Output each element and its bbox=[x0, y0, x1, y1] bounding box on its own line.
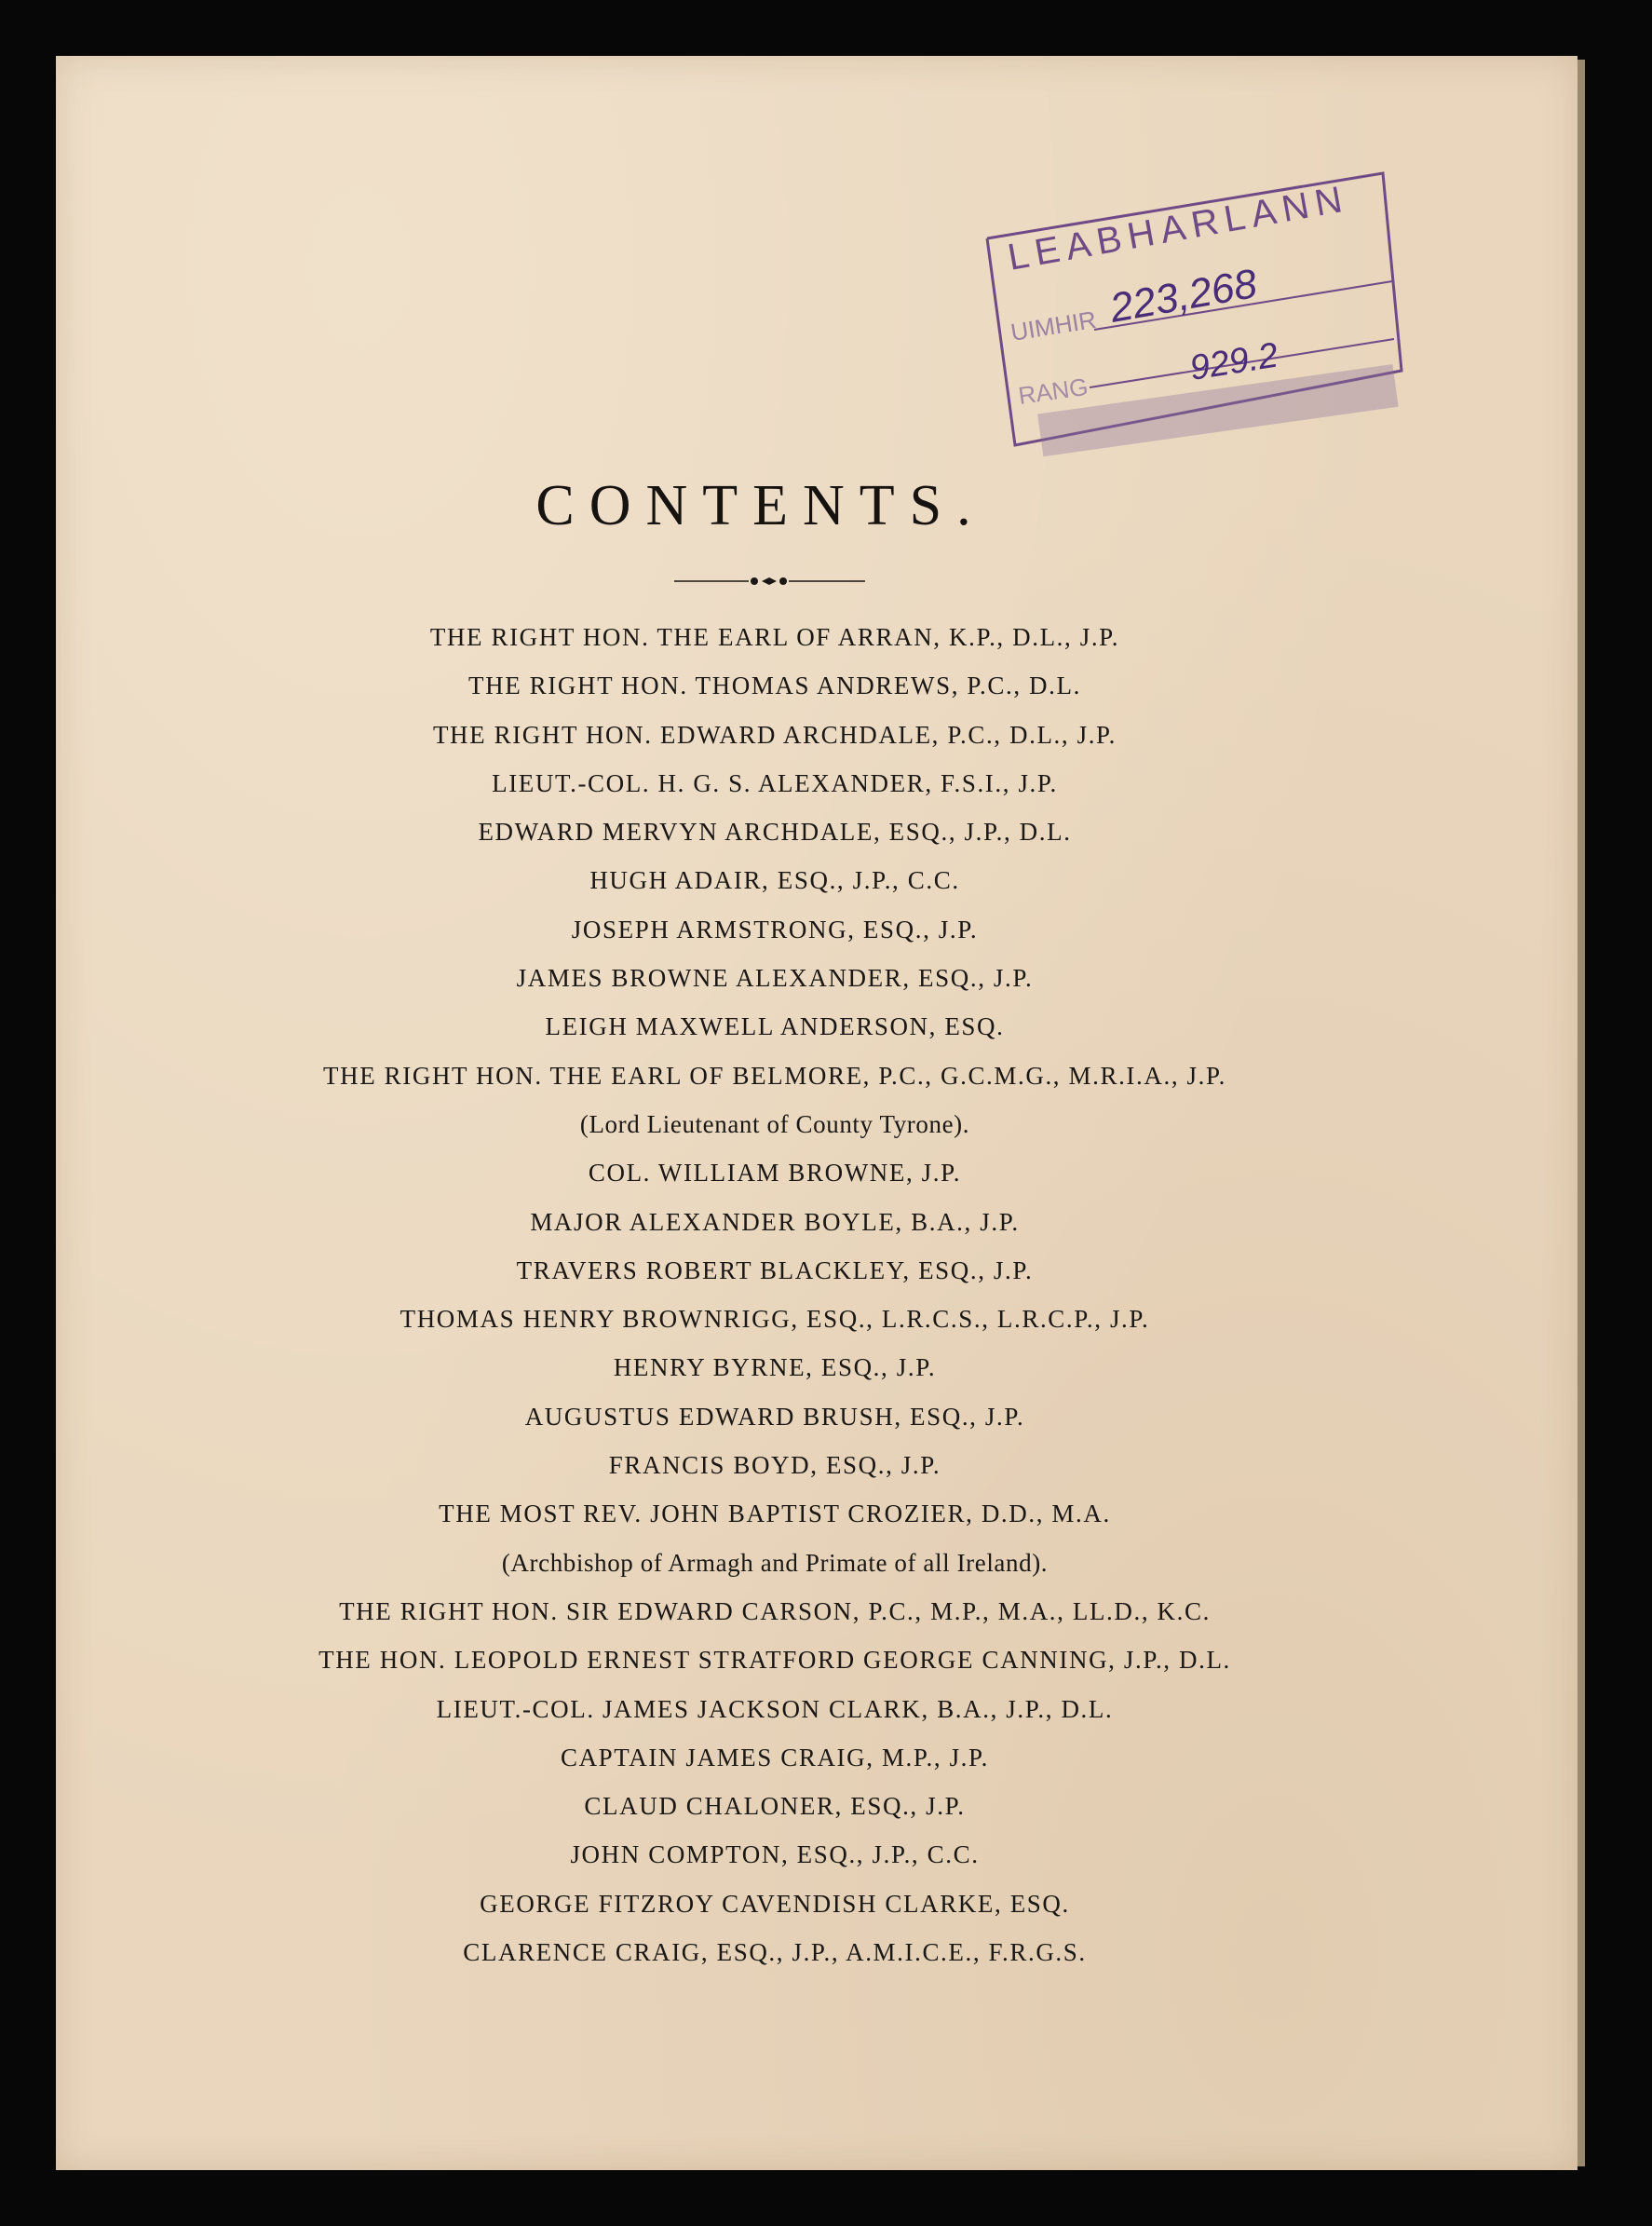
contents-entry: THOMAS HENRY BROWNRIGG, ESQ., L.R.C.S., L.R.C.P., J.P. bbox=[399, 1305, 1150, 1334]
contents-entry: COL. WILLIAM BROWNE, J.P. bbox=[588, 1159, 962, 1188]
library-stamp bbox=[982, 166, 1420, 482]
page-title: CONTENTS. bbox=[535, 474, 986, 537]
contents-entry: TRAVERS ROBERT BLACKLEY, ESQ., J.P. bbox=[516, 1256, 1034, 1284]
ornament-divider bbox=[674, 574, 865, 589]
contents-entry: THE RIGHT HON. SIR EDWARD CARSON, P.C., M.P., M.A., LL.D., K.C. bbox=[339, 1596, 1211, 1625]
contents-entry: AUGUSTUS EDWARD BRUSH, ESQ., J.P. bbox=[524, 1402, 1025, 1431]
contents-entry: LIEUT.-COL. H. G. S. ALEXANDER, F.S.I., J.P. bbox=[492, 768, 1058, 797]
contents-entry: FRANCIS BOYD, ESQ., J.P. bbox=[608, 1451, 941, 1480]
contents-list bbox=[56, 613, 1494, 1976]
book-page bbox=[56, 56, 1578, 2170]
contents-entry: HENRY BYRNE, ESQ., J.P. bbox=[613, 1353, 937, 1382]
contents-entry: HUGH ADAIR, ESQ., J.P., C.C. bbox=[589, 866, 960, 895]
contents-entry: JAMES BROWNE ALEXANDER, ESQ., J.P. bbox=[516, 964, 1034, 993]
contents-entry: THE RIGHT HON. EDWARD ARCHDALE, P.C., D.L., J.P. bbox=[432, 720, 1117, 749]
page-edge bbox=[1578, 60, 1585, 2166]
contents-entry: JOHN COMPTON, ESQ., J.P., C.C. bbox=[570, 1840, 980, 1869]
contents-entry: JOSEPH ARMSTRONG, ESQ., J.P. bbox=[571, 915, 979, 943]
contents-entry: CAPTAIN JAMES CRAIG, M.P., J.P. bbox=[560, 1743, 990, 1771]
stamp-library-label: LEABHARLANN bbox=[1004, 178, 1352, 278]
contents-entry: GEORGE FITZROY CAVENDISH CLARKE, ESQ. bbox=[480, 1889, 1070, 1918]
contents-entry: THE HON. LEOPOLD ERNEST STRATFORD GEORGE CANNING, J.P., D.L. bbox=[318, 1646, 1231, 1675]
stamp-class-label: RANG bbox=[1016, 372, 1090, 410]
contents-entry: CLARENCE CRAIG, ESQ., J.P., A.M.I.C.E., F.R.G.S. bbox=[463, 1938, 1087, 1967]
contents-note: (Lord Lieutenant of County Tyrone). bbox=[579, 1109, 970, 1138]
contents-entry: THE RIGHT HON. THE EARL OF ARRAN, K.P., D.L., J.P. bbox=[429, 623, 1120, 651]
contents-entry: THE RIGHT HON. THE EARL OF BELMORE, P.C., G.C.M.G., M.R.I.A., J.P. bbox=[323, 1061, 1226, 1090]
stamp-number-value: 223,268 bbox=[1106, 260, 1261, 332]
contents-entry: EDWARD MERVYN ARCHDALE, ESQ., J.P., D.L. bbox=[478, 818, 1072, 847]
stamp-class-value: 929.2 bbox=[1186, 335, 1281, 388]
contents-entry: THE MOST REV. JOHN BAPTIST CROZIER, D.D., M.A. bbox=[439, 1500, 1111, 1528]
contents-entry: CLAUD CHALONER, ESQ., J.P. bbox=[584, 1792, 966, 1821]
contents-note: (Archbishop of Armagh and Primate of all Ireland). bbox=[501, 1548, 1049, 1577]
contents-entry: THE RIGHT HON. THOMAS ANDREWS, P.C., D.L. bbox=[468, 672, 1081, 700]
contents-entry: LIEUT.-COL. JAMES JACKSON CLARK, B.A., J.P., D.L. bbox=[436, 1694, 1114, 1723]
contents-entry: LEIGH MAXWELL ANDERSON, ESQ. bbox=[545, 1012, 1005, 1041]
stamp-number-label: UIMHIR bbox=[1009, 305, 1099, 346]
contents-entry: MAJOR ALEXANDER BOYLE, B.A., J.P. bbox=[530, 1207, 1020, 1236]
